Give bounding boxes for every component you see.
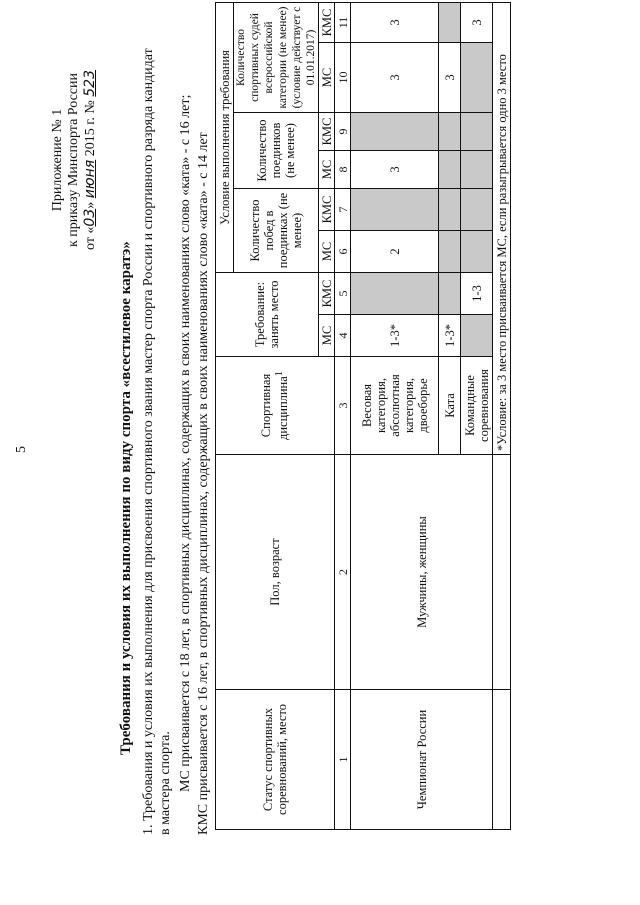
paragraph-kms-age: КМС присваивается с 16 лет, в спортивных дисциплинах, содержащих в своих наименованиях слово «ката» - с 14 лет <box>196 132 211 835</box>
header-sex-age: Пол, возраст <box>216 455 335 690</box>
table-row: Ката 1-3* 3 <box>439 3 461 830</box>
header-status: Статус спортивных соревнований, место <box>216 690 335 830</box>
document-title: Требования и условия их выполнения по виду спорта «всестилевое каратэ» <box>118 241 134 755</box>
header-wins: Количество побед в поединках (не менее) <box>234 189 319 273</box>
table-row: Командные соревнования 1-3 3 <box>461 3 493 830</box>
requirements-table: Статус спортивных соревнований, место Пол, возраст Спортивная дисциплина$^1$ Требование: занять место Условие выполнения требования Количество побед в поединках (не менее) Количество поединков (не менее) Количество спортивных судей всероссийской категории (не менее) (условие действует с 01.01.2017) МС КМС МС КМС МС КМС МС КМС 1 2 3 4 5 6 7 8 9 10 11 Чемпионат России Мужчины, женщины Весовая категория, абсолютная категория, двоеборье 1-3* 2 3 3 3 Ката 1-3* 3 Командные соревнования 1-3 3 *Условие: за 3 место присваивается МС, если разыгрывается одно 3 место <box>215 2 511 830</box>
appendix-header <box>50 35 99 285</box>
column-numbers-row: 1 2 3 4 5 6 7 8 9 10 11 <box>335 3 351 830</box>
handwritten-month: июня <box>82 159 98 199</box>
handwritten-order-number: 523 <box>82 70 98 97</box>
header-kms: КМС <box>319 273 335 315</box>
page-number: 5 <box>14 446 29 453</box>
header-conditions: Условие выполнения требования <box>216 3 234 273</box>
handwritten-day: 03 <box>82 208 98 227</box>
header-judges: Количество спортивных судей всероссийской категории (не менее) (условие действует с 01.01.2017) <box>234 3 319 113</box>
header-ms: МС <box>319 315 335 357</box>
header-requirement: Требование: занять место <box>216 273 319 357</box>
header-discipline: Спортивная дисциплина$^1$ <box>216 357 335 455</box>
table-row: Чемпионат России Мужчины, женщины Весовая категория, абсолютная категория, двоеборье 1-3* 2 3 3 3 <box>351 3 439 830</box>
footnote: *Условие: за 3 место присваивается МС, если разыгрывается одно 3 место <box>493 3 511 455</box>
paragraph-ms-age: МС присваивается с 18 лет, в спортивных дисциплинах, содержащих в своих наименованиях слово «ката» - с 16 лет; <box>178 94 193 792</box>
appendix-date-line: от «03» июня 2015 г. № 523 <box>82 70 98 250</box>
appendix-title: Приложение № 1 <box>50 108 65 212</box>
sex-cell: Мужчины, женщины <box>351 455 493 690</box>
paragraph-intro: 1. Требования и условия их выполнения для присвоения спортивного звания мастер спорта России и спортивного разряда кандидат в мастера спорта. <box>141 48 173 835</box>
header-fights: Количество поединков (не менее) <box>234 113 319 189</box>
status-cell: Чемпионат России <box>351 690 493 830</box>
appendix-order-ref: к приказу Минспорта России <box>66 73 81 247</box>
